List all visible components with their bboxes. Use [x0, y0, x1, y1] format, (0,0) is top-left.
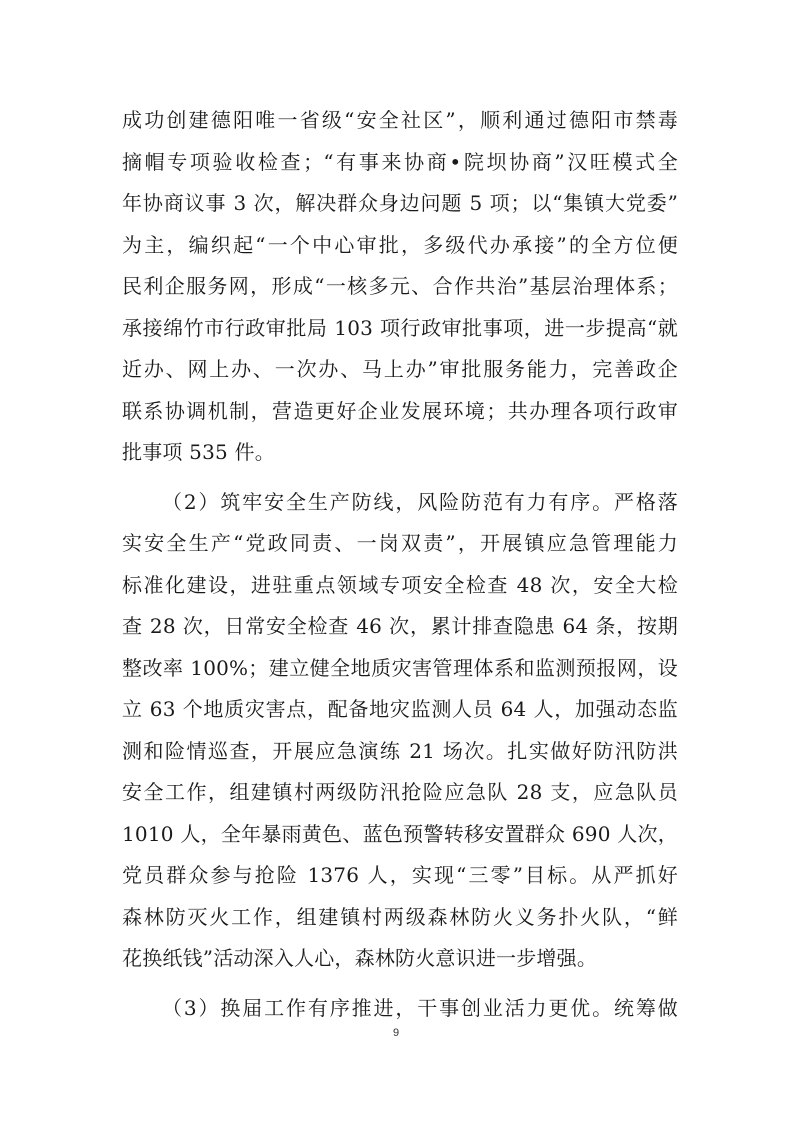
text-line: 摘帽专项验收检查；“有事来协商•院坝协商”汉旺模式全	[122, 149, 678, 174]
text-line: 批事项 535 件。	[122, 440, 275, 464]
text-line: （3）换届工作有序推进，干事创业活力更优。统筹做	[162, 995, 678, 1020]
text-line: 整改率 100%；建立健全地质灾害管理体系和监测预报网，设	[122, 655, 678, 680]
text-line: 测和险情巡查，开展应急演练 21 场次。扎实做好防汛防洪	[122, 738, 678, 763]
text-line: 联系协调机制，营造更好企业发展环境；共办理各项行政审	[122, 398, 678, 423]
text-line: 查 28 次，日常安全检查 46 次，累计排查隐患 64 条，按期	[122, 614, 678, 638]
page-number: 9	[392, 1027, 400, 1039]
body-text	[122, 100, 678, 1029]
text-line: 1010 人，全年暴雨黄色、蓝色预警转移安置群众 690 人次，	[122, 821, 678, 846]
text-line: 为主，编织起“一个中心审批，多级代办承接”的全方位便	[122, 232, 678, 257]
text-line: 成功创建德阳唯一省级“安全社区”，顺利通过德阳市禁毒	[122, 108, 678, 132]
paragraph-2	[122, 482, 678, 980]
text-line: 立 63 个地质灾害点，配备地灾监测人员 64 人，加强动态监	[122, 697, 678, 721]
text-line: 近办、网上办、一次办、马上办”审批服务能力，完善政企	[122, 357, 678, 381]
text-line: （2）筑牢安全生产防线，风险防范有力有序。严格落	[162, 489, 678, 514]
text-line: 花换纸钱”活动深入人心，森林防火意识进一步增强。	[122, 946, 598, 970]
text-line: 森林防灭火工作，组建镇村两级森林防火义务扑火队，“鲜	[122, 904, 678, 929]
text-line: 党员群众参与抢险 1376 人，实现“三零”目标。从严抓好	[122, 863, 678, 887]
text-line: 安全工作，组建镇村两级防汛抢险应急队 28 支，应急队员	[122, 780, 678, 804]
paragraph-1	[122, 100, 678, 474]
paragraph-3	[122, 988, 678, 1030]
text-line: 民利企服务网，形成“一核多元、合作共治”基层治理体系；	[122, 274, 678, 298]
text-line: 年协商议事 3 次，解决群众身边问题 5 项；以“集镇大党委”	[122, 191, 678, 215]
text-line: 承接绵竹市行政审批局 103 项行政审批事项，进一步提高“就	[122, 315, 678, 340]
text-line: 实安全生产“党政同责、一岗双责”，开展镇应急管理能力	[122, 531, 678, 555]
text-line: 标准化建设，进驻重点领域专项安全检查 48 次，安全大检	[122, 572, 678, 597]
